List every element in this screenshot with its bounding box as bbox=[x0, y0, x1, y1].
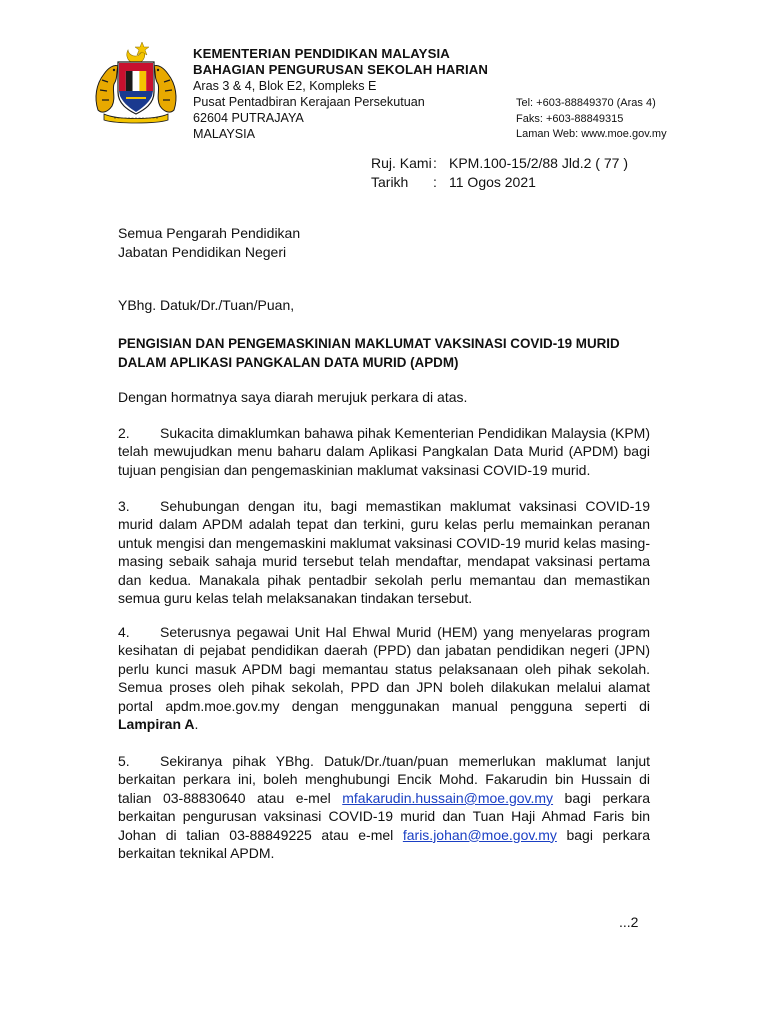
email-link-faris[interactable]: faris.johan@moe.gov.my bbox=[402, 826, 557, 843]
address-line: MALAYSIA bbox=[193, 127, 256, 141]
paragraph-number: 2. bbox=[118, 425, 130, 441]
paragraph-text: Sekiranya pihak YBhg. Datuk/Dr./tuan/puan memerlukan maklumat lanjut berkaitan perkara ini, boleh menghubungi Encik Mohd. Fakarudin bin Hussain di talian 03-88830640 atau e-mel bbox=[118, 753, 650, 806]
letter-subject: PENGISIAN DAN PENGEMASKINIAN MAKLUMAT VAKSINASI COVID-19 MURID DALAM APLIKASI PANGKALAN DATA MURID (APDM) bbox=[118, 336, 620, 370]
addressee-line: Jabatan Pendidikan Negeri bbox=[118, 244, 287, 260]
paragraph-number: 5. bbox=[118, 753, 130, 769]
date-separator: : bbox=[433, 174, 437, 190]
reference-separator: : bbox=[433, 155, 437, 171]
paragraph-text: bagi perkara berkaitan pengurusan vaksinasi COVID-19 murid dan Tuan Haji Ahmad Faris bin Johan di talian 03-88849225 atau e-mel bbox=[118, 789, 650, 843]
paragraph-text: Seterusnya pegawai Unit Hal Ehwal Murid (HEM) yang menyelaras program kesihatan di pejabat pendidikan daerah (PPD) dan jabatan pendidikan negeri (JPN) perlu kunci masuk APDM bagi memantau status pelaksanaan oleh pihak sekolah. Semua proses oleh pihak sekolah, PPD dan JPN boleh dilakukan melalui alamat portal apdm.moe.gov.my dengan menggunakan manual pengguna seperti di bbox=[118, 624, 650, 714]
paragraph-3 bbox=[118, 497, 650, 607]
date-row bbox=[371, 173, 628, 192]
reference-block bbox=[371, 154, 628, 192]
letterhead bbox=[0, 0, 768, 150]
paragraph-text: Sukacita dimaklumkan bahawa pihak Kementerian Pendidikan Malaysia (KPM) telah mewujudkan menu baharu dalam Aplikasi Pangkalan Data Murid (APDM) bagi tujuan pengisian dan pengemaskinian maklumat vaksinasi COVID-19 murid. bbox=[118, 425, 650, 478]
reference-label: Ruj. Kami bbox=[371, 155, 432, 171]
ministry-name: KEMENTERIAN PENDIDIKAN MALAYSIA bbox=[193, 46, 450, 61]
opening-line: Dengan hormatnya saya diarah merujuk perkara di atas. bbox=[118, 389, 468, 405]
division-name: BAHAGIAN PENGURUSAN SEKOLAH HARIAN bbox=[193, 62, 488, 77]
reference-value: KPM.100-15/2/88 Jld.2 ( 77 ) bbox=[449, 155, 628, 171]
coat-of-arms-icon bbox=[90, 40, 182, 124]
paragraph-text: Sehubungan dengan itu, bagi memastikan maklumat vaksinasi COVID-19 murid dalam APDM adalah tepat dan terkini, guru kelas perlu memainkan peranan untuk mengisi dan mengemaskini maklumat vaksinasi COVID-19 murid kelas masing-masing sebaik sahaja murid tersebut telah mendaftar, mendapat vaksinasi pertama dan kedua. Manakala pihak pentadbir sekolah perlu memantau dan memastikan semua guru kelas telah melaksanakan tindakan tersebut. bbox=[118, 498, 650, 607]
date-value: 11 Ogos 2021 bbox=[449, 174, 536, 190]
fax: Faks: +603-88849315 bbox=[516, 112, 624, 125]
agency-block bbox=[193, 46, 488, 142]
addressee bbox=[118, 224, 300, 262]
date-label: Tarikh bbox=[371, 174, 409, 190]
paragraph-5 bbox=[118, 752, 650, 862]
address-line: Aras 3 & 4, Blok E2, Kompleks E bbox=[193, 79, 377, 93]
email-link-fakarudin[interactable]: mfakarudin.hussain@moe.gov.my bbox=[342, 789, 554, 806]
paragraph-number: 3. bbox=[118, 498, 130, 514]
paragraph-number: 4. bbox=[118, 624, 130, 640]
contact-block bbox=[516, 96, 667, 143]
paragraph-text: bagi perkara berkaitan teknikal APDM. bbox=[118, 826, 650, 862]
reference-row bbox=[371, 154, 628, 173]
paragraph-2 bbox=[118, 424, 650, 479]
telephone: Tel: +603-88849370 (Aras 4) bbox=[516, 97, 656, 109]
address-line: Pusat Pentadbiran Kerajaan Persekutuan bbox=[193, 95, 425, 109]
paragraph-4 bbox=[118, 623, 650, 733]
page-continuation: ...2 bbox=[619, 914, 639, 930]
addressee-line: Semua Pengarah Pendidikan bbox=[118, 225, 301, 241]
address-line: 62604 PUTRAJAYA bbox=[193, 111, 304, 125]
website: Laman Web: www.moe.gov.my bbox=[516, 128, 667, 140]
appendix-reference: Lampiran A bbox=[118, 716, 195, 733]
salutation: YBhg. Datuk/Dr./Tuan/Puan, bbox=[118, 297, 295, 313]
paragraph-end: . bbox=[194, 716, 199, 733]
